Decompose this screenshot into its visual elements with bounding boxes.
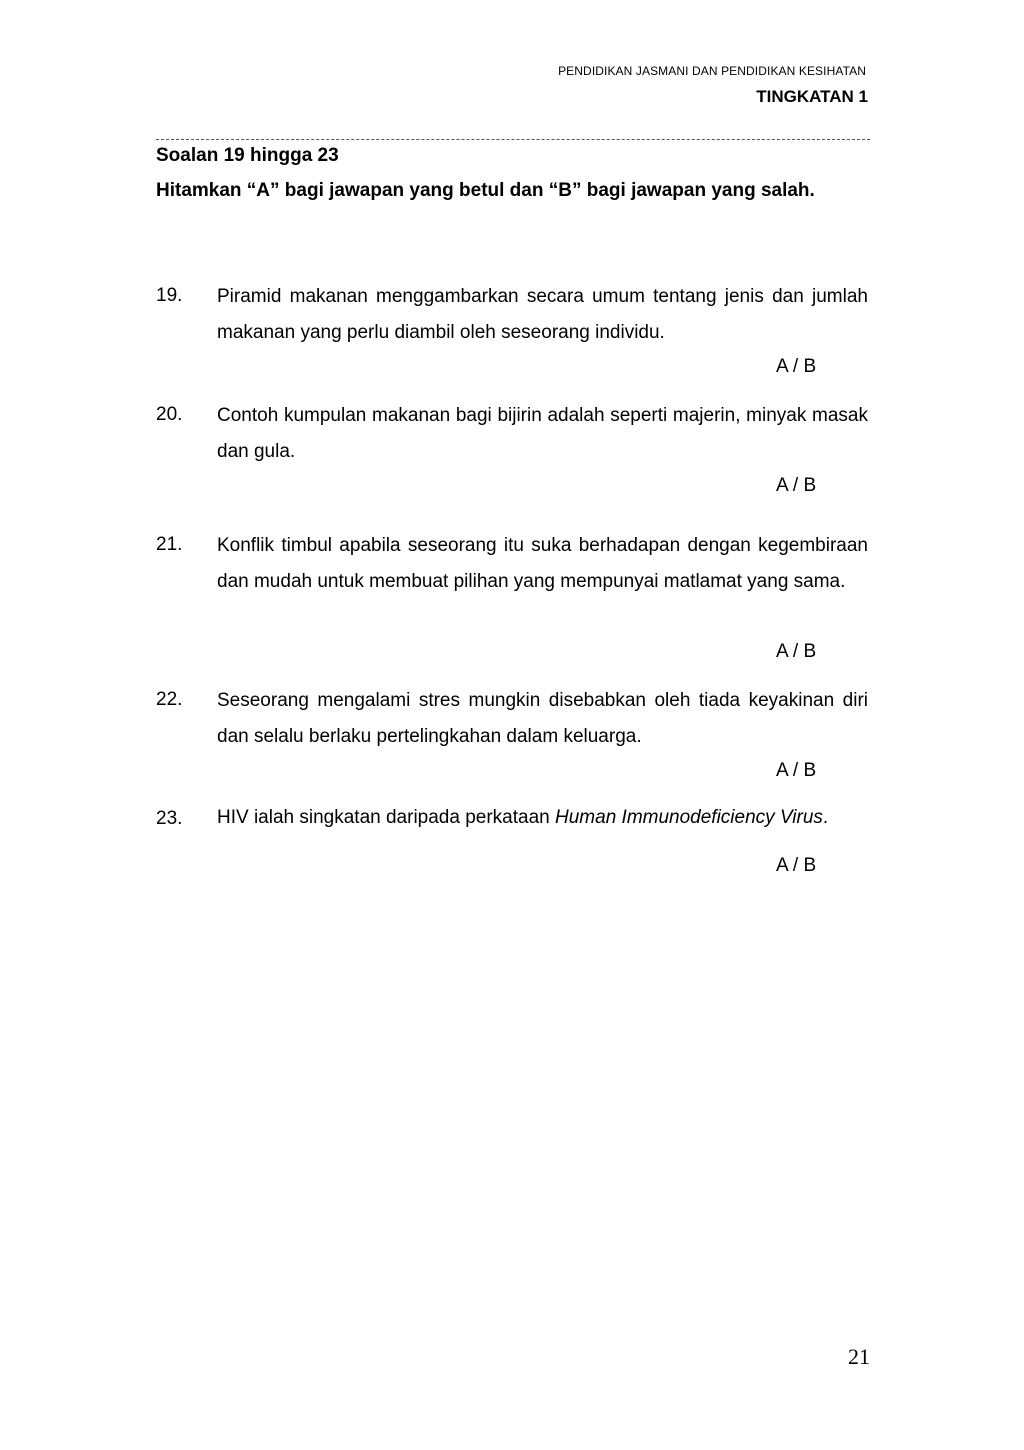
header-divider bbox=[156, 139, 870, 140]
question-19-number: 19. bbox=[156, 285, 183, 306]
question-23-text-suffix: . bbox=[822, 807, 829, 828]
question-20-number: 20. bbox=[156, 404, 183, 425]
question-22-answer-options[interactable]: A / B bbox=[776, 760, 817, 781]
question-19-answer-options[interactable]: A / B bbox=[776, 356, 817, 377]
section-title: Soalan 19 hingga 23 bbox=[156, 145, 339, 166]
question-20-answer-options[interactable]: A / B bbox=[776, 475, 817, 496]
section-instruction: Hitamkan “A” bagi jawapan yang betul dan “B” bagi jawapan yang salah. bbox=[156, 180, 815, 201]
question-19-text: Piramid makanan menggambarkan secara umum tentang jenis dan jumlah makanan yang perlu diambil oleh seseorang individu. bbox=[217, 286, 868, 343]
document-subject-header: PENDIDIKAN JASMANI DAN PENDIDIKAN KESIHATAN bbox=[558, 64, 866, 78]
question-20-text: Contoh kumpulan makanan bagi bijirin adalah seperti majerin, minyak masak dan gula. bbox=[217, 405, 868, 462]
question-23-text bbox=[217, 806, 868, 830]
question-23-text-prefix: HIV ialah singkatan daripada perkataan bbox=[217, 807, 556, 828]
document-level-header: TINGKATAN 1 bbox=[756, 87, 868, 106]
question-23-answer-options[interactable]: A / B bbox=[776, 855, 817, 876]
page-number: 21 bbox=[848, 1344, 870, 1369]
question-23-number: 23. bbox=[156, 808, 183, 829]
question-21-number: 21. bbox=[156, 534, 183, 555]
question-23-text-italic: Human Immunodeficiency Virus bbox=[555, 807, 823, 828]
question-22-number: 22. bbox=[156, 689, 183, 710]
question-21-answer-options[interactable]: A / B bbox=[776, 641, 817, 662]
question-22-text: Seseorang mengalami stres mungkin disebabkan oleh tiada keyakinan diri dan selalu berlaku pertelingkahan dalam keluarga. bbox=[217, 690, 868, 747]
question-21-text: Konflik timbul apabila seseorang itu suka berhadapan dengan kegembiraan dan mudah untuk membuat pilihan yang mempunyai matlamat yang sama. bbox=[217, 535, 868, 592]
